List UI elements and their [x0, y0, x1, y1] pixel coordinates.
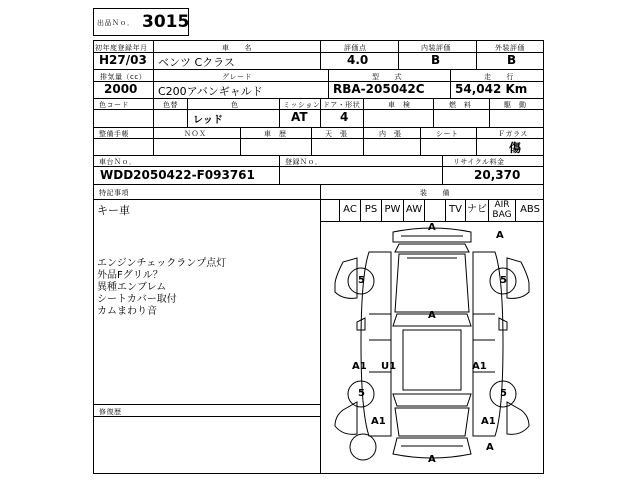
equipment-abs: ABS — [520, 204, 540, 215]
repair-history-label: 修復歴 — [99, 408, 122, 416]
notes-remarks — [97, 258, 226, 318]
drive-label: 駆 動 — [504, 101, 527, 109]
chassis-number-label: 車台Ｎｏ． — [99, 158, 137, 166]
lot-number-label: 出品Ｎｏ． — [97, 19, 135, 27]
interior-grade-value: B — [431, 53, 441, 67]
recycle-fee-label: リサイクル料金 — [453, 158, 505, 166]
lot-number-value: 3015 — [142, 12, 190, 32]
equipment-label: 装 備 — [420, 189, 450, 197]
score-value: 4.0 — [347, 53, 369, 67]
grade-label: グレード — [222, 73, 252, 81]
equipment-blank — [425, 199, 446, 221]
transmission-label: ミッション — [283, 101, 321, 109]
mark-rear-right-a1: A1 — [481, 416, 496, 427]
mark-hood: A — [428, 310, 436, 321]
equipment-navi: ナビ — [466, 199, 489, 221]
remark-line: 外品Fグリル？ — [97, 270, 163, 281]
color-code-label: 色コード — [99, 101, 129, 109]
displacement-label: 排気量（cc） — [100, 73, 147, 81]
remark-line: 異種エンブレム — [97, 282, 167, 293]
chassis-number-value: WDD2050422-F093761 — [100, 168, 255, 182]
mark-tire-fr: 5 — [500, 275, 507, 286]
mark-left-a1: A1 — [352, 361, 367, 372]
year-value: H27/03 — [99, 53, 147, 67]
maintenance-record-label: 整備手帳 — [99, 130, 129, 138]
exterior-grade-value: B — [507, 53, 517, 67]
mark-tire-fl: 5 — [358, 275, 365, 286]
mark-rear-bottom: A — [428, 454, 436, 465]
front-glass-label: Ｆガラス — [498, 130, 528, 138]
equipment-cell — [320, 199, 340, 221]
fuel-label: 燃 料 — [449, 101, 472, 109]
remark-line: カムまわり音 — [97, 306, 157, 317]
doors-label: ドア・形状 — [323, 101, 361, 109]
inspection-label: 車 検 — [388, 101, 411, 109]
front-glass-value: 傷 — [509, 141, 522, 155]
mark-front-top: A — [428, 222, 436, 233]
notes-key-car: キー車 — [97, 204, 130, 217]
headliner-label: 天 張 — [325, 130, 348, 138]
mark-rear-left-a1: A1 — [371, 416, 386, 427]
grade-value: C200アバンギャルド — [158, 85, 263, 98]
mark-right-a1: A1 — [472, 361, 487, 372]
remark-line: エンジンチェックランプ点灯 — [97, 258, 227, 269]
score-label: 評価点 — [344, 44, 367, 52]
lot-number-box — [93, 8, 189, 36]
car-name-label: 車 名 — [222, 44, 252, 52]
exterior-grade-label: 外装評価 — [495, 44, 525, 52]
model-code-value: RBA-205042C — [333, 82, 425, 96]
registration-number-label: 登録Ｎｏ． — [285, 158, 323, 166]
equipment-tv: TV — [446, 199, 466, 221]
doors-value: 4 — [340, 110, 349, 124]
mark-tire-rl: 5 — [358, 388, 365, 399]
interior-grade-label: 内装評価 — [421, 44, 451, 52]
equipment-aw: AW — [404, 199, 425, 221]
displacement-value: 2000 — [104, 82, 138, 96]
seat-label: シート — [436, 130, 459, 138]
model-code-label: 型 式 — [372, 73, 402, 81]
color-label: 色 — [231, 101, 239, 109]
nox-label: ＮＯＸ — [184, 130, 207, 138]
recycle-fee-value: 20,370 — [474, 168, 521, 182]
equipment-pw: PW — [382, 199, 404, 221]
mileage-value: 54,042 Km — [455, 82, 528, 96]
mark-front-right: A — [496, 230, 504, 241]
mileage-label: 走 行 — [484, 73, 514, 81]
car-damage-diagram — [321, 222, 543, 473]
equipment-ps: PS — [361, 199, 382, 221]
mark-tire-rr: 5 — [500, 388, 507, 399]
mark-left-u1: U1 — [381, 361, 397, 372]
vehicle-history-label: 車 歴 — [264, 130, 287, 138]
car-name-value: ベンツ Cクラス — [158, 56, 235, 69]
remark-line: シートカバー取付 — [97, 294, 177, 305]
equipment-ac: AC — [340, 199, 361, 221]
year-label: 初年度登録年月 — [95, 44, 148, 52]
mark-rear-center: A — [486, 442, 494, 453]
equipment-airbag: AIR BAG — [489, 199, 516, 221]
transmission-value: AT — [291, 110, 308, 124]
notes-label: 特記事項 — [99, 189, 129, 197]
color-change-label: 色替 — [163, 101, 178, 109]
interior-trim-label: 内 張 — [379, 130, 402, 138]
color-value: レッド — [193, 115, 223, 126]
